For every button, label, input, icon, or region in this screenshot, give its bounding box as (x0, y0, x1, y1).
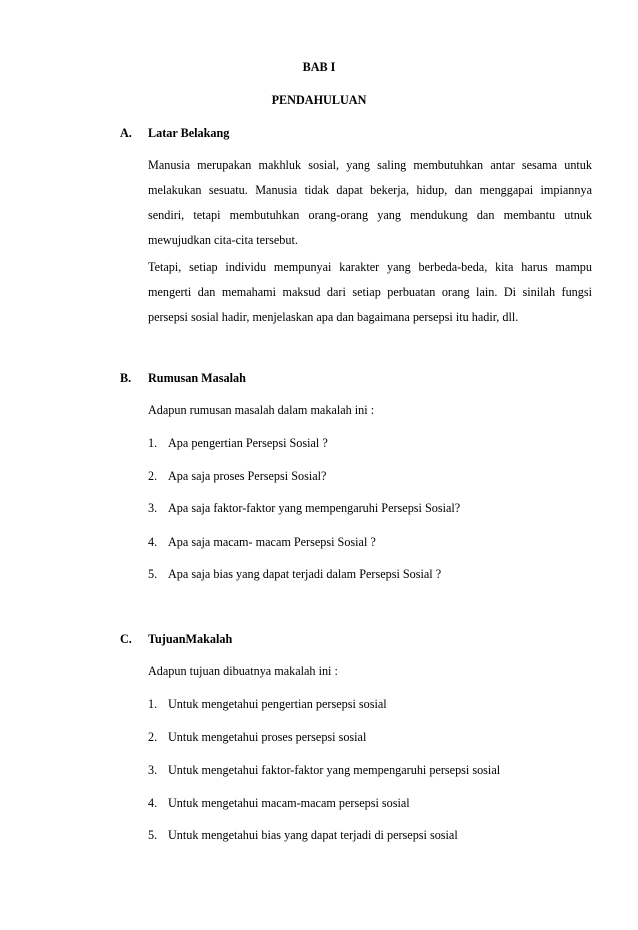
list-item-text: Untuk mengetahui proses persepsi sosial (168, 730, 367, 744)
list-item-number: 4. (148, 796, 158, 810)
list-item-number: 5. (148, 828, 158, 842)
section-c-heading: TujuanMakalah (148, 632, 233, 646)
list-item-number: 2. (148, 469, 158, 483)
chapter-label: BAB I (302, 60, 336, 74)
section-c-intro: Adapun tujuan dibuatnya makalah ini : (148, 664, 338, 678)
list-item-text: Apa pengertian Persepsi Sosial ? (168, 436, 328, 450)
section-b-letter: B. (120, 371, 132, 385)
list-item-number: 2. (148, 730, 158, 744)
list-item-number: 4. (148, 535, 158, 549)
section-c-letter: C. (120, 632, 132, 646)
list-item-text: Untuk mengetahui faktor-faktor yang mempengaruhi persepsi sosial (168, 763, 501, 777)
list-item-number: 3. (148, 501, 158, 515)
section-a-heading: Latar Belakang (148, 126, 230, 140)
list-item-text: Apa saja bias yang dapat terjadi dalam Persepsi Sosial ? (168, 567, 442, 581)
list-item-text: Untuk mengetahui bias yang dapat terjadi di persepsi sosial (168, 828, 458, 842)
list-item-text: Apa saja macam- macam Persepsi Sosial ? (168, 535, 376, 549)
list-item-number: 3. (148, 763, 158, 777)
section-b-heading: Rumusan Masalah (148, 371, 246, 385)
section-a-letter: A. (120, 126, 132, 140)
list-item-number: 1. (148, 436, 158, 450)
section-b-intro: Adapun rumusan masalah dalam makalah ini : (148, 403, 375, 417)
list-item-number: 1. (148, 697, 158, 711)
list-item-text: Apa saja faktor-faktor yang mempengaruhi Persepsi Sosial? (168, 501, 461, 515)
list-item-text: Untuk mengetahui pengertian persepsi sosial (168, 697, 387, 711)
list-item-number: 5. (148, 567, 158, 581)
section-a-paragraph-2: Tetapi, setiap individu mempunyai karakter yang berbeda-beda, kita harus mampu mengerti dan memahami maksud dari setiap perbuatan orang lain. Di sinilah fungsi persepsi sosial hadir, menjelaskan apa dan bagaimana persepsi itu hadir, dll. (148, 260, 592, 324)
section-a-paragraph-1: Manusia merupakan makhluk sosial, yang saling membutuhkan antar sesama untuk melakukan sesuatu. Manusia tidak dapat bekerja, hidup, dan menggapai impiannya sendiri, tetapi membutuhkan orang-orang yang mendukung dan membantu utnuk mewujudkan cita-cita tersebut. (148, 158, 592, 247)
list-item-text: Untuk mengetahui macam-macam persepsi sosial (168, 796, 410, 810)
list-item-text: Apa saja proses Persepsi Sosial? (168, 469, 327, 483)
page-title: PENDAHULUAN (271, 93, 367, 107)
